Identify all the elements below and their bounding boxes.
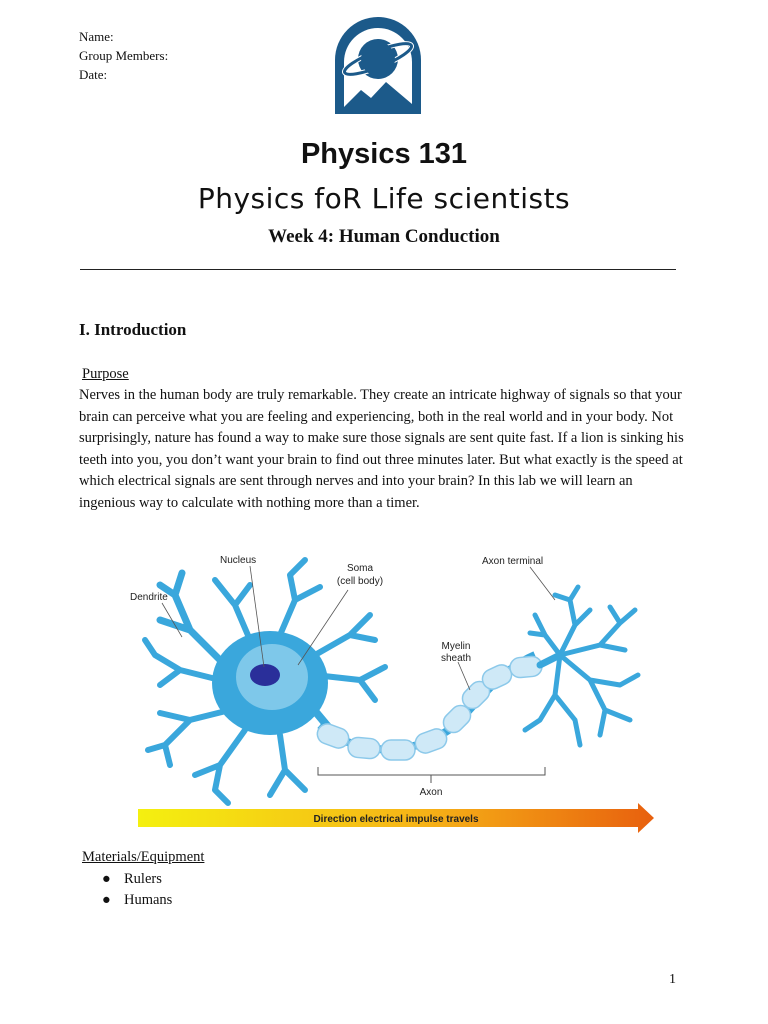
soma-sub-label: (cell body) — [336, 576, 384, 587]
week-title: Week 4: Human Conduction — [268, 226, 500, 247]
myelin-label: Myelin — [441, 641, 471, 652]
name-label: Name: — [79, 29, 114, 44]
purpose-label: Purpose — [82, 366, 129, 382]
course-subtitle: Physics foR Life scientists — [197, 182, 571, 215]
axon-terminal-label: Axon terminal — [482, 556, 544, 567]
axon-terminal — [525, 587, 638, 745]
date-label: Date: — [79, 67, 108, 82]
myelin-sub-label: sheath — [440, 653, 472, 664]
neuron-diagram — [120, 545, 660, 835]
page-number: 1 — [669, 972, 676, 987]
nucleus-label: Nucleus — [220, 555, 257, 566]
bullet-icon: ● — [102, 871, 111, 887]
dendrite-label: Dendrite — [130, 592, 168, 603]
axon-label: Axon — [419, 787, 443, 798]
arrow-label: Direction electrical impulse travels — [313, 814, 479, 825]
course-title: Physics 131 — [300, 138, 468, 170]
list-item: ● Rulers — [79, 869, 479, 890]
purpose-paragraph: Nerves in the human body are truly remarkable. They create an intricate highway of signals so that your brain can perceive what you are feeling and experiencing, both in the real world and in your body. Not surprisingly, nature has found a way to make sure those signals are sent quite fast. If a lion is sinking his teeth into you, you don’t want your brain to find out three minutes later. But what exactly is the speed at which electrical signals are sent through nerves and into your brain? In this lab we will learn an ingenious way to calculate with nothing more than a timer. — [79, 387, 684, 511]
nucleus — [250, 664, 280, 686]
group-members-label: Group Members: — [79, 48, 169, 63]
materials-label: Materials/Equipment — [82, 849, 205, 865]
section-heading: I. Introduction — [79, 320, 187, 339]
soma-label: Soma — [346, 563, 374, 574]
bullet-icon: ● — [102, 892, 111, 908]
materials-list — [79, 869, 479, 911]
planet-mountain-logo-icon — [331, 14, 425, 118]
divider — [80, 269, 676, 270]
list-item: ● Humans — [79, 890, 479, 911]
myelin-sheath — [315, 656, 543, 760]
